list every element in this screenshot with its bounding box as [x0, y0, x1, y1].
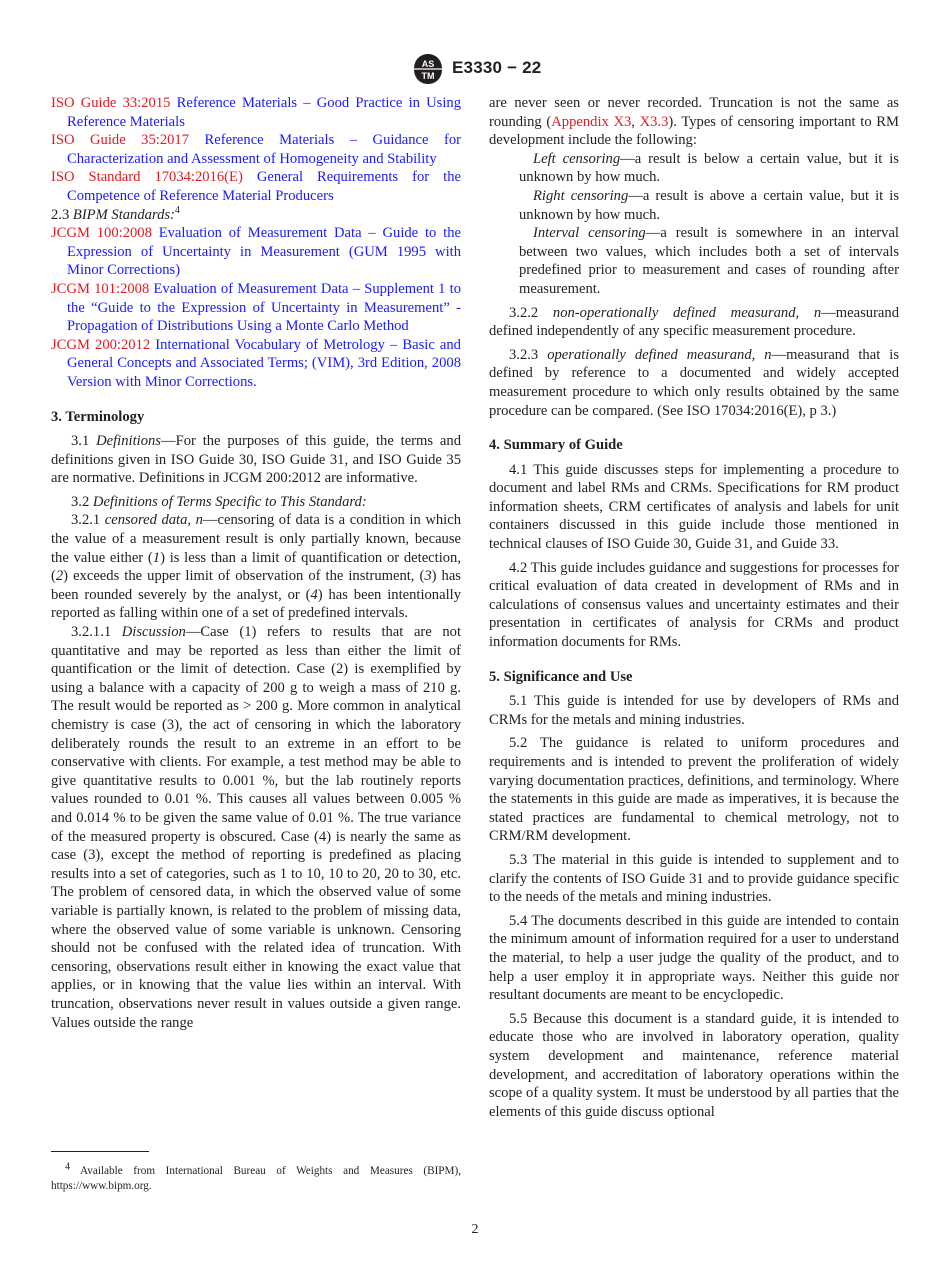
svg-text:TM: TM	[421, 71, 435, 81]
page-header	[0, 56, 950, 82]
section-label: BIPM Standards:	[72, 206, 175, 223]
reference-entry	[51, 280, 461, 336]
reference-entry	[51, 131, 461, 168]
reference-code[interactable]: JCGM 100:2008	[51, 225, 152, 242]
footnote-divider	[51, 1151, 149, 1152]
reference-code[interactable]: JCGM 200:2012	[51, 336, 151, 353]
right-column	[489, 94, 899, 1121]
paragraph-3-2-1-1: 3.2.1.1 Discussion—Case (1) refers to results that are not quantitative and may be reported as less than either the limit of quantification or the limit of detection. Case (2) is exemplified by using a balance with a capacity of 200 g to weigh a mass of 210 g. The result would be reported as > 200 g. More common in analytical chemistry is case (3), the act of censoring in which the laboratory deliberately rounds the result to an extreme in an effort to be conservative with clients. For example, a test method may be able to give quantitative results to 0.001 %, but the lab routinely reports values rounded to 0.01 %. This causes all values between 0.005 % and 0.014 % to be given the same value of 0.01 %. The true variance of the measured property is obscured. Case (4) is nearly the same as case (3), except the method of reporting is predefined as placing results into a set of categories, such as 1 to 10, 10 to 20, 20 to 30, etc. The problem of censored data, in which the observed value of some variable is partially known, is related to the problem of missing data, where the observed value of some variable is unknown. Censoring should not be confused with the related idea of truncation. With censoring, observations result either in knowing the exact value that applies, or in knowing that the value lies within an interval. With truncation, observations never result in values outside a given range. Values outside the range	[51, 624, 462, 1031]
footnote-mark[interactable]: 4	[174, 204, 180, 216]
section-heading: 5. Significance and Use	[489, 668, 633, 685]
reference-title[interactable]: Evaluation of Measurement Data – Guide to the Expression of Uncertainty in Measurement (GUM 1995 with Minor Corrections)	[67, 225, 461, 279]
appendix-link[interactable]: X3.3	[639, 113, 669, 130]
censoring-left: Left censoring—a result is below a certain value, but it is unknown by how much.	[519, 150, 899, 186]
censoring-interval: Interval censoring—a result is somewhere in an interval between two values, which includes both a set of intervals predefined prior to measurement and cases of rounding after measurement.	[519, 225, 899, 297]
footnote	[51, 1161, 461, 1193]
reference-title[interactable]: Reference Materials – Guidance for Characterization and Assessment of Homogeneity and Stability	[67, 132, 461, 167]
astm-logo-icon	[408, 52, 448, 86]
reference-title[interactable]: General Requirements for the Competence of Reference Material Producers	[67, 169, 461, 204]
standard-designation: E3330 − 22	[452, 58, 542, 77]
paragraph-5-4: 5.4 The documents described in this guide are intended to contain the minimum amount of information required for a user to understand the material, to help a user judge the quality of the product, and to help a user employ it in appropriate ways. Neither this guide nor resultant documents are meant to be encyclopedic.	[489, 912, 899, 1004]
paragraph-4-2: 4.2 This guide includes guidance and suggestions for processes for critical evaluation of data created in development of RMs and in calculations of consensus values and uncertainty estimates and their presentation in certificates of analysis for CRMs and product information documents for RMs.	[489, 559, 899, 651]
footnote-mark: 4	[65, 1161, 70, 1173]
reference-code[interactable]: JCGM 101:2008	[51, 280, 150, 297]
bipm-subsection	[51, 206, 461, 225]
reference-entry	[51, 336, 461, 392]
reference-code[interactable]: ISO Guide 33:2015	[51, 95, 171, 111]
paragraph-3-2-2: 3.2.2 non-operationally defined measurand, n—measurand defined independently of any specific measurement procedure.	[489, 304, 899, 340]
reference-title[interactable]: Reference Materials – Good Practice in Using Reference Materials	[67, 95, 461, 130]
reference-title[interactable]: International Vocabulary of Metrology – Basic and General Concepts and Associated Terms; (VIM), 3rd Edition, 2008 Version with Minor Corrections.	[67, 336, 461, 390]
footnote-text: Available from International Bureau of Weights and Measures (BIPM), https://www.bipm.org.	[51, 1165, 461, 1192]
section-heading: 4. Summary of Guide	[489, 437, 623, 454]
reference-entry	[51, 224, 461, 280]
page-number: 2	[471, 1222, 479, 1237]
section-number: 2.3	[51, 206, 70, 223]
reference-code[interactable]: ISO Guide 35:2017	[51, 132, 190, 149]
reference-title[interactable]: Evaluation of Measurement Data – Supplement 1 to the “Guide to the Expression of Uncertainty in Measurement” - Propagation of Distributions Using a Monte Carlo Method	[67, 280, 461, 335]
reference-entry	[51, 168, 461, 205]
paragraph-continuation: are never seen or never recorded. Truncation is not the same as rounding (Appendix X3, X3.3). Types of censoring important to RM development include the following:	[489, 95, 900, 149]
left-column	[51, 94, 461, 1032]
appendix-link[interactable]: Appendix X3	[551, 113, 632, 130]
paragraph-5-5: 5.5 Because this document is a standard guide, it is intended to educate those who are involved in laboratory operation, quality system development and maintenance, reference material development, and accreditation of laboratory operations within the scope of a quality system. It must be understood by all parties that the elements of this guide discuss optional	[489, 1010, 899, 1120]
reference-code[interactable]: ISO Standard 17034:2016(E)	[51, 169, 243, 186]
paragraph-3-2-1: 3.2.1 censored data, n—censoring of data is a condition in which the value of a measurement result is only partially known, because the value either (1) is less than a limit of quantification or detection, (2) exceeds the upper limit of observation of the instrument, (3) has been rounded severely by the analyst, or (4) has been intentionally reported as falling within one of a set of predefined intervals.	[51, 512, 461, 622]
censoring-right: Right censoring—a result is above a certain value, but it is unknown by how much.	[519, 187, 900, 223]
section-heading: 3. Terminology	[51, 408, 145, 425]
paragraph-5-2: 5.2 The guidance is related to uniform procedures and requirements and is intended to prevent the proliferation of widely varying documentation practices, definitions, and terminology. Where the statements in this guide are made as imperatives, it is because the stated practices are fundamental to chemical metrology, not to CRM/RM development.	[489, 735, 899, 845]
paragraph-3-2: 3.2 Definitions of Terms Specific to This Standard:	[71, 493, 367, 510]
paragraph-3-2-3: 3.2.3 operationally defined measurand, n—measurand that is defined by reference to a documented and widely accepted measurement procedure to which only results obtained by the same procedure can be compared. (See ISO 17034:2016(E), p 3.)	[489, 346, 899, 419]
paragraph-5-3: 5.3 The material in this guide is intended to supplement and to clarify the contents of ISO Guide 31 and to provide guidance specific to the needs of the metals and mining industries.	[489, 851, 899, 906]
reference-entry	[51, 94, 461, 131]
paragraph-5-1: 5.1 This guide is intended for use by developers of RMs and CRMs for the metals and mining industries.	[489, 693, 899, 728]
paragraph-3-1: 3.1 Definitions—For the purposes of this guide, the terms and definitions given in ISO Guide 30, ISO Guide 31, and ISO Guide 35 are normative. Definitions in JCGM 200:2012 are informative.	[51, 433, 461, 487]
svg-text:AS: AS	[421, 59, 435, 69]
paragraph-4-1: 4.1 This guide discusses steps for implementing a procedure to document and label RMs and CRMs. Specifications for RM product information sheets, CRM certificates of analysis and labels for unit containers discussed in this guide include those mentioned in technical clauses of ISO Guide 30, Guide 31, and Guide 33.	[489, 461, 899, 553]
